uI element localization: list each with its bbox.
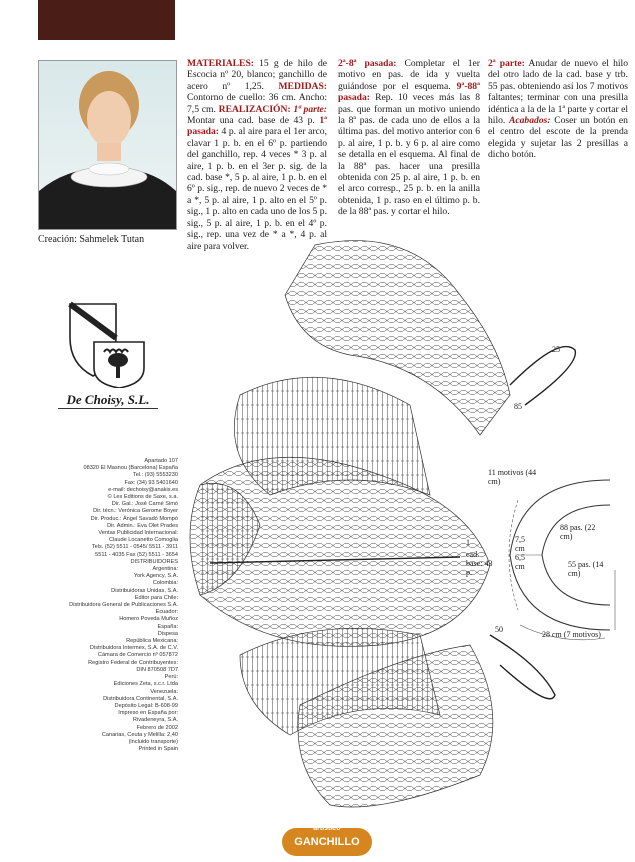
- label-cad-base: cad. base: 43 p.: [466, 550, 493, 577]
- credit-line: DIN 870508 7D7: [136, 666, 178, 673]
- parte2-label: 2ª parte:: [488, 58, 525, 69]
- instructions-column-3: [488, 58, 628, 161]
- de-choisy-logo: [60, 298, 152, 388]
- label-55-pas: 55 pas. (14 cm): [568, 560, 604, 578]
- materiales-label: MATERIALES:: [187, 58, 254, 69]
- acabados-text: Coser un botón en el centro del escote de la prenda elegida y sujetar las 2 presillas a dicho botón.: [488, 115, 628, 161]
- label-11-motivos: 11 motivos (44 cm): [488, 468, 537, 486]
- credit-line: 08320 El Masnou (Barcelona) España: [83, 465, 178, 472]
- pasada2-text: Completar el 1er motivo en pas. de ida y vuelta guiándose por el esquema.: [338, 58, 480, 92]
- instructions-column-1: [187, 58, 327, 252]
- credit-line: Rivadeneyra, S.A.: [132, 717, 178, 724]
- badge-text: GANCHILLO: [294, 836, 360, 848]
- credit-line: Canarias, Ceuta y Melilla: 2,40: [101, 731, 178, 738]
- publisher-credits: [28, 458, 178, 753]
- credit-line: © Les Editions de Saxe, s.a.: [107, 494, 178, 501]
- credit-line: Dir. Gal.: José Carné Simó: [111, 501, 178, 508]
- credit-line: Tels. (52) 5511 - 0545/ 5511 - 3911: [91, 544, 178, 551]
- label-85: 85: [514, 402, 522, 411]
- credit-line: Perú:: [164, 674, 178, 681]
- pasada9-text: Rep. 10 veces más las 8 pas. que forman un motivo uniendo la 8ª pas. de cada uno de ellos a la última pas. del motivo anterior con 6 p. al aire, 1 p. b. y 6 p. al aire como se detalla en el esquema. Al final de la 88ª pas. hacer una presilla obtenida con 25 p. al aire, 1 p. b. en el arco corresp., 25 p. b. en la anilla obtenida, 1 p. raso en el último p. b. de la 88ª pas. y cortar el hilo.: [338, 92, 480, 218]
- credit-line: Apartado 107: [144, 458, 178, 464]
- credit-line: Distribuidora General de Publicaciones S.A.: [69, 602, 178, 609]
- credit-line: Depósito Legal: B-608-99: [114, 702, 178, 709]
- pasada1-label: 1ª pasada:: [187, 115, 327, 138]
- label-7-5-cm: 7,5 cm: [515, 535, 525, 553]
- label-25: 25: [552, 345, 560, 354]
- credit-line: Impreso en España por:: [118, 710, 178, 717]
- credit-line: Febrero de 2002: [136, 724, 178, 731]
- badge-top-text: artístico: [313, 825, 341, 832]
- materiales-text: 15 g de hilo de Escocia nº 20, blanco; ganchillo de acero nº 1,25.: [187, 58, 327, 92]
- label-6-5-cm: 6,5 cm: [515, 553, 525, 571]
- photo-caption: Creación: Sahmelek Tutan: [38, 234, 145, 245]
- credit-line: Dir. Produc.: Ángel Savadó Mompó: [90, 515, 178, 522]
- credit-line: Distribuidora Continental, S.A.: [103, 695, 178, 702]
- parte2-text: Anudar de nuevo el hilo del otro lado de la cad. base y trb. 55 pas. obteniendo así los 7 motivos faltantes; terminar con una presilla idéntica a la de la 1ª parte y cortar el hilo.: [488, 58, 628, 127]
- credit-line: Colombia:: [152, 580, 178, 587]
- credit-line: Dispesa: [157, 630, 178, 637]
- acabados-label: Acabados:: [508, 115, 551, 127]
- credit-line: Ediciones Zeta, s.c.r. Ltda: [113, 681, 178, 688]
- credit-line: Printed in Spain: [138, 746, 178, 753]
- credit-line: Venezuela:: [150, 688, 178, 695]
- header-bar: [38, 0, 175, 40]
- credit-line: España:: [157, 623, 178, 630]
- credit-line: Dir. Admin.: Eva Olet Prades: [107, 522, 178, 529]
- pasada9-label: 9ª-88ª pasada:: [338, 80, 480, 104]
- label-88-pas: 88 pas. (22 cm): [560, 523, 596, 541]
- label-7-motivos: 28 cm (7 motivos): [542, 630, 601, 639]
- realizacion-label: REALIZACIÓN:: [218, 103, 291, 115]
- credit-line: e-mail: dechoisy@anakis.es: [108, 486, 178, 493]
- brand-name: De Choisy, S.L.: [58, 392, 158, 409]
- label-1: 1: [466, 538, 470, 547]
- credit-line: Claude Locanetto Comoglia: [108, 537, 178, 544]
- credit-line: Ecuador:: [155, 609, 178, 616]
- credit-line: Distribuidoras Unidas, S.A.: [111, 587, 178, 594]
- parte1-label: 1ª parte:: [293, 103, 327, 115]
- credit-line: DISTRIBUIDORES: [130, 558, 178, 565]
- credit-line: Distribuidora Intermex, S.A. de C.V.: [89, 645, 178, 652]
- size-schematic: [490, 460, 630, 645]
- credit-line: (incluido transporte): [128, 738, 178, 745]
- credit-line: Argentina:: [152, 566, 178, 573]
- credit-line: Cámara de Comercio nº 057872: [97, 652, 178, 659]
- credit-line: República Mexicana:: [126, 638, 178, 645]
- credit-line: Registro Federal de Contribuyentes:: [88, 659, 178, 666]
- credit-line: Tel.: (93) 5553230: [132, 472, 178, 479]
- magazine-badge: [282, 825, 372, 856]
- credit-line: Homero Poveda Muñoz: [119, 616, 178, 623]
- credit-line: Ventas Publicidad Internacional:: [98, 530, 178, 537]
- credit-line: Editor para Chile:: [134, 594, 178, 601]
- credit-line: Dir. técn.: Verónica Gerome Boyer: [93, 508, 178, 515]
- credit-line: York Agency, S.A.: [133, 573, 178, 580]
- label-50: 50: [495, 625, 503, 634]
- pasada1-text: 4 p. al aire para el 1er arco, clavar 1 p. b. en el 6º p. partiendo del ganchillo, rep. 4 veces * 3 p. al aire, 1 p. b. en el 3er p. sig. de la cad. base *, 5 p. al aire, 1 p. b. en el 6º p. sig., rep. de nuevo 2 veces de * a *, 5 p. al aire, 1 p. alto en el 5º p. sig., 1 p. alto en cada uno de los 5 p. sig., 5 p. al aire, 1 p. b. en el 4º p. sig., rep. una vez de * a *, 4 p. al aire para volver.: [187, 126, 327, 252]
- instructions-column-2: [338, 58, 480, 218]
- model-photo: [38, 60, 177, 230]
- parte1-text: Montar una cad. base de 43 p.: [187, 115, 315, 127]
- credit-line: 5511 - 4035 Fax (52) 5511 - 3654: [95, 551, 178, 558]
- credit-line: Fax: (34) 93 5401640: [124, 479, 178, 486]
- pasada2-label: 2ª-8ª pasada:: [338, 58, 397, 69]
- medidas-label: MEDIDAS:: [278, 80, 327, 92]
- medidas-text: Contorno de cuello: 36 cm. Ancho: 7,5 cm.: [187, 92, 327, 115]
